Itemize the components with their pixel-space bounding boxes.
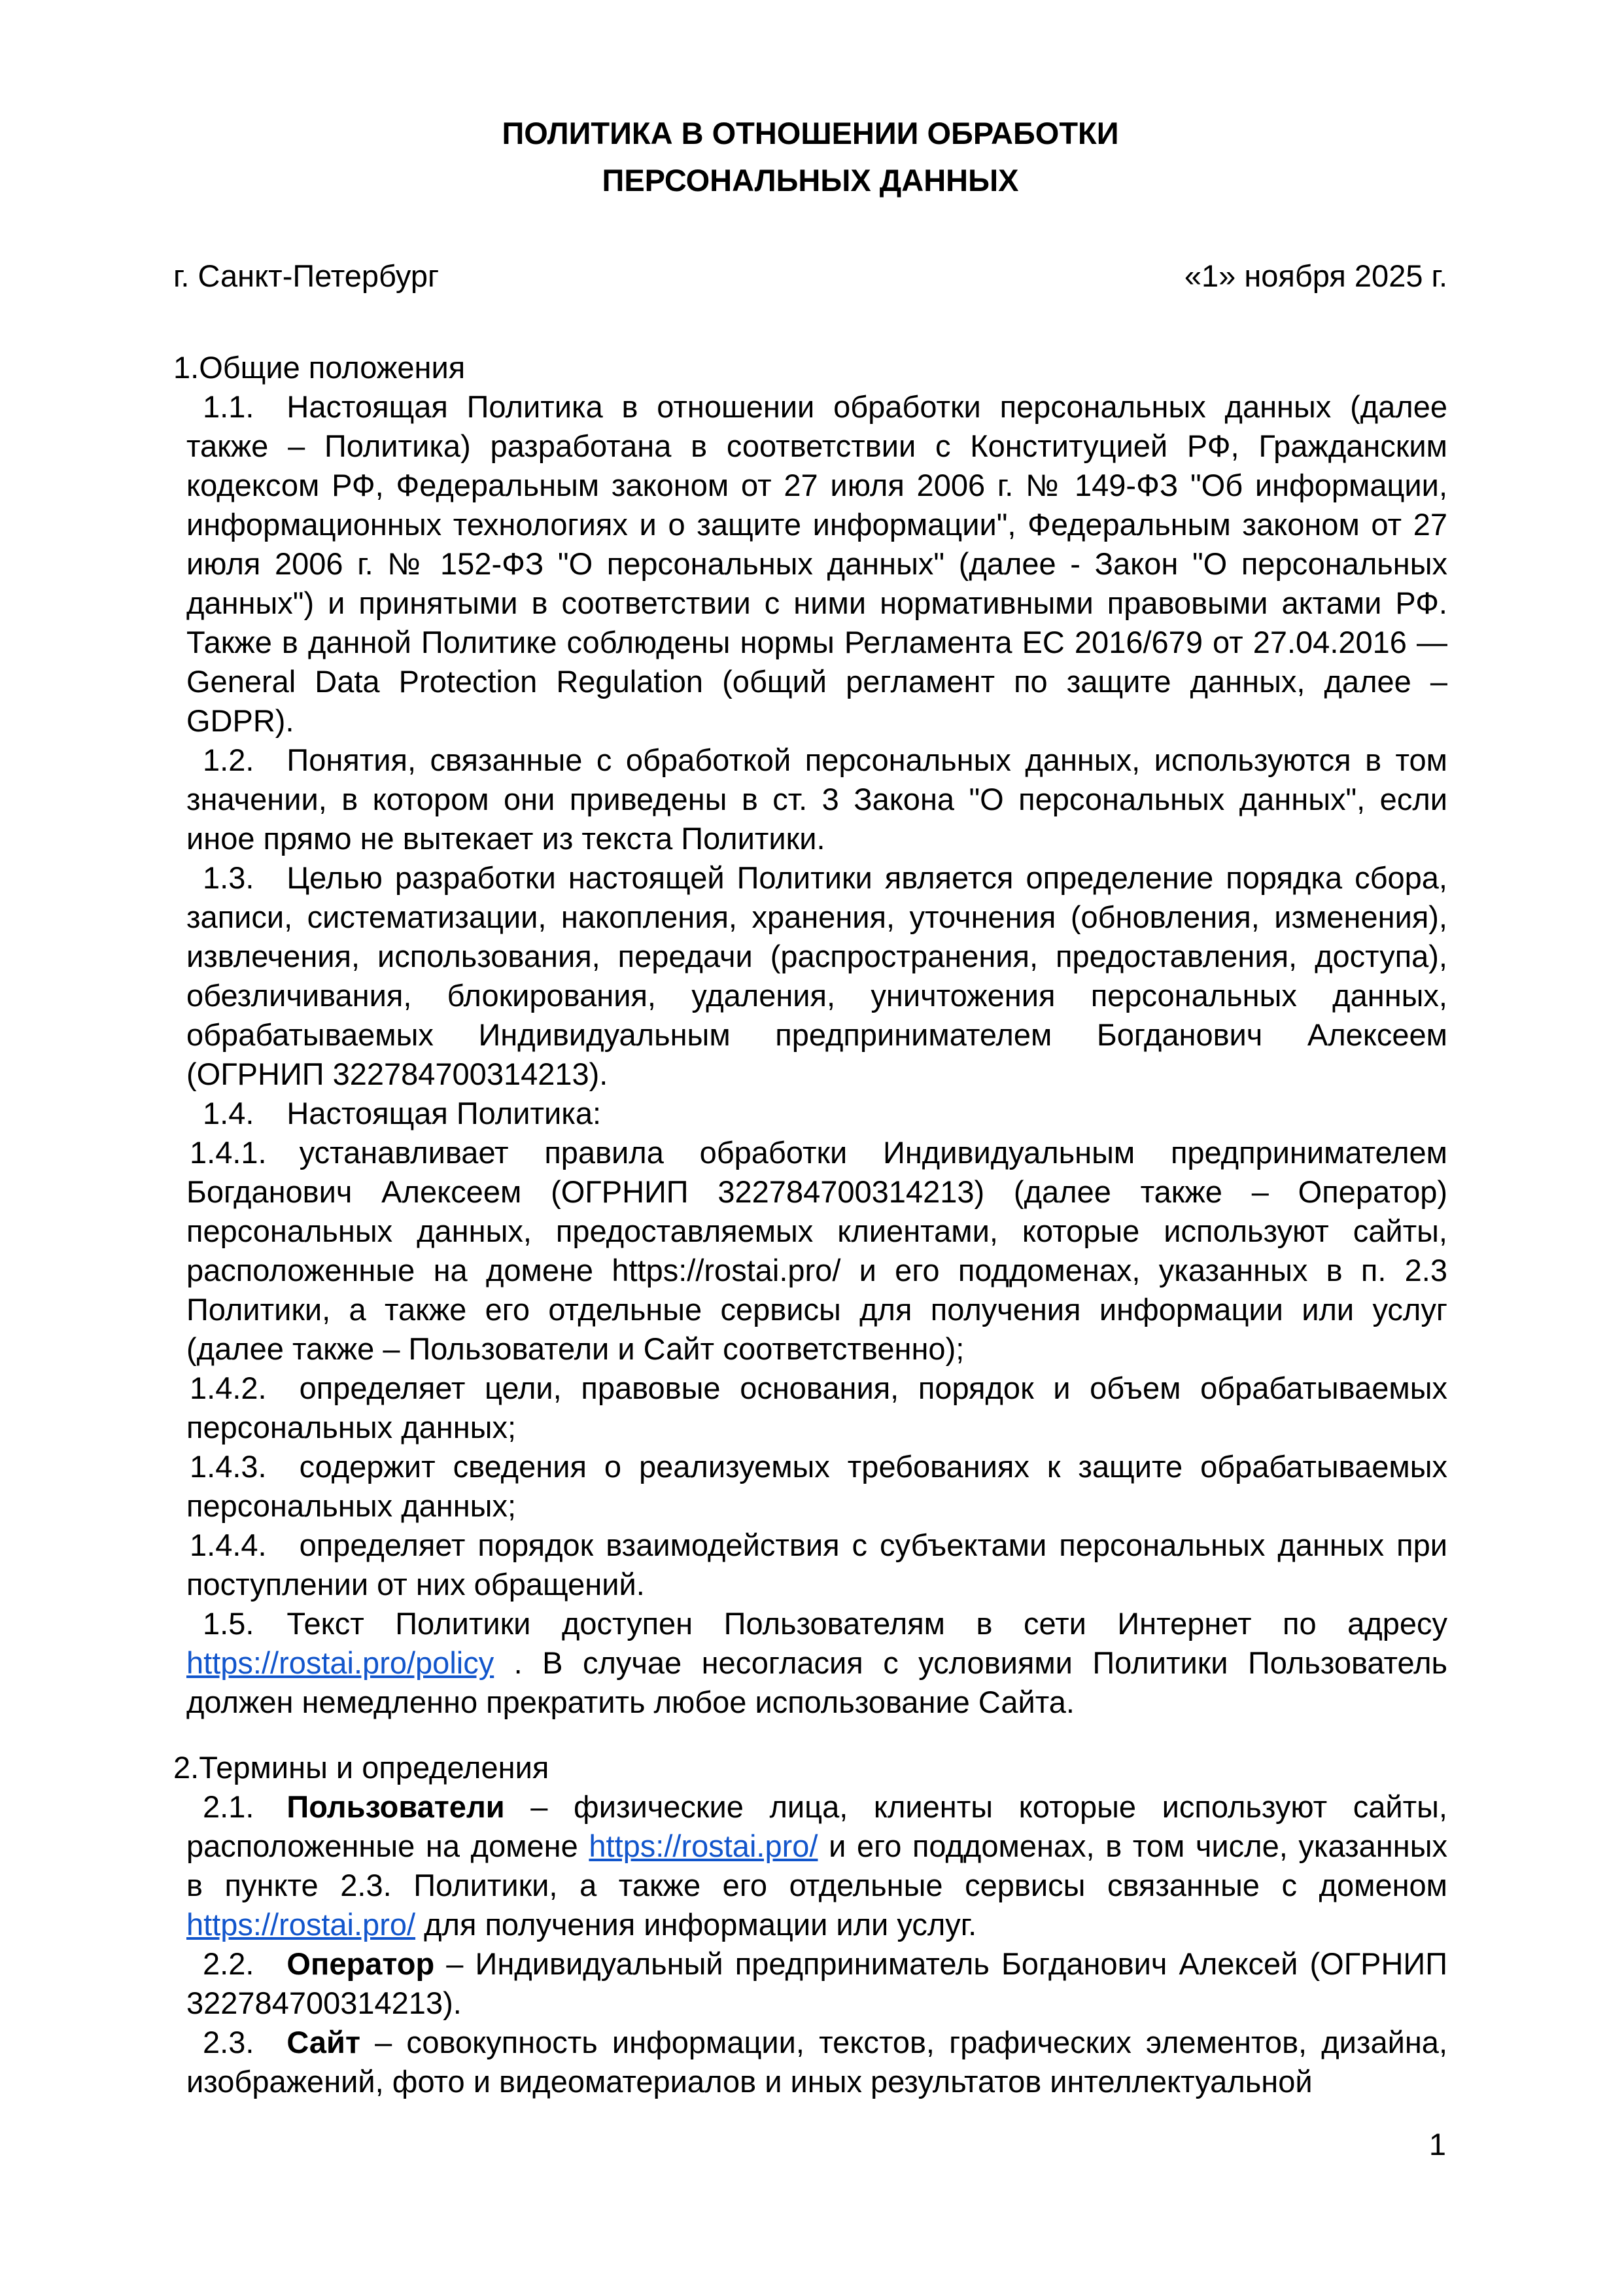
paragraph-2-3 (186, 2023, 1447, 2101)
title-line-1: ПОЛИТИКА В ОТНОШЕНИИ ОБРАБОТКИ (502, 116, 1119, 150)
paragraph-1-4 (186, 1094, 1447, 1133)
document-body (173, 348, 1447, 2101)
text-run: Целью разработки настоящей Политики является определение порядка сбора, записи, систематизации, накопления, хранения, уточнения (обновления, изменения), извлечения, использования, передачи (распространения, предоставления, доступа), обезличивания, блокирования, удаления, уничтожения персональных данных, обрабатываемых Индивидуальным предпринимателем Богданович Алексеем (ОГРНИП 322784700314213). (186, 860, 1447, 1091)
paragraph-number: 1.4.2. (190, 1371, 267, 1405)
hyperlink[interactable]: https://rostai.pro/ (186, 1907, 416, 1942)
paragraph-number: 2.1. (203, 1789, 254, 1824)
text-run: Понятия, связанные с обработкой персональных данных, используются в том значении, в котором они приведены в ст. 3 Закона "О персональных данных", если иное прямо не вытекает из текста Политики. (186, 743, 1447, 856)
paragraph-number: 1.4. (203, 1096, 254, 1130)
paragraph-1-4-2 (186, 1369, 1447, 1447)
text-run: Текст Политики доступен Пользователям в сети Интернет по адресу (286, 1606, 1447, 1641)
text-run: устанавливает правила обработки Индивидуальным предпринимателем Богданович Алексеем (ОГРНИП 322784700314213) (далее также – Оператор) персональных данных, предоставляемых клиентами, которые используют сайты, расположенные на домене https://rostai.pro/ и его поддоменах, указанных в п. 2.3 Политики, а также его отдельные сервисы для получения информации или услуг (далее также – Пользователи и Сайт соответственно); (186, 1135, 1447, 1366)
paragraph-1-2 (186, 741, 1447, 858)
paragraph-1-4-1 (186, 1133, 1447, 1369)
text-run: Настоящая Политика: (286, 1096, 602, 1130)
document-title (173, 110, 1447, 204)
paragraph-2-1 (186, 1787, 1447, 1944)
city-label: г. Санкт-Петербург (173, 258, 440, 293)
hyperlink[interactable]: https://rostai.pro/policy (186, 1645, 494, 1680)
text-run: содержит сведения о реализуемых требованиях к защите обрабатываемых персональных данных; (186, 1449, 1447, 1523)
paragraph-1-3 (186, 858, 1447, 1094)
paragraph-number: 1.4.3. (190, 1449, 267, 1484)
paragraph-number: 1.4.4. (190, 1528, 267, 1562)
term-bold: Сайт (286, 2025, 360, 2059)
text-run: – совокупность информации, текстов, графических элементов, дизайна, изображений, фото и видеоматериалов и иных результатов интеллектуальной (186, 2025, 1447, 2099)
paragraph-number: 1.1. (203, 389, 254, 424)
text-run: – физические лица, клиенты которые используют сайты, расположенные на домене (186, 1789, 1447, 1863)
section-heading: 1.Общие положения (173, 350, 466, 385)
paragraph-number: 1.3. (203, 860, 254, 895)
term-bold: Оператор (286, 1946, 435, 1981)
text-run: Настоящая Политика в отношении обработки персональных данных (далее также – Политика) разработана в соответствии с Конституцией РФ, Гражданским кодексом РФ, Федеральным законом от 27 июля 2006 г. № 149-ФЗ "Об информации, информационных технологиях и о защите информации", Федеральным законом от 27 июля 2006 г. № 152-ФЗ "О персональных данных" (далее - Закон "О персональных данных") и принятыми в соответствии с ними нормативными правовыми актами РФ. Также в данной Политике соблюдены нормы Регламента ЕС 2016/679 от 27.04.2016 — General Data Protection Regulation (общий регламент по защите данных, далее – GDPR). (186, 389, 1447, 738)
text-run: и его поддоменах, в том числе, указанных в пункте 2.3. Политики, а также его отдельные сервисы связанные с доменом (186, 1829, 1447, 1902)
text-run: определяет порядок взаимодействия с субъектами персональных данных при поступлении от них обращений. (186, 1528, 1447, 1602)
paragraph-1-1 (186, 387, 1447, 741)
paragraph-number: 1.2. (203, 743, 254, 777)
paragraph-1-5 (186, 1604, 1447, 1722)
text-run: – Индивидуальный предприниматель Богданович Алексей (ОГРНИП 322784700314213). (186, 1946, 1447, 2020)
page-number: 1 (1428, 2127, 1446, 2162)
section-heading: 2.Термины и определения (173, 1750, 549, 1785)
paragraph-2-2 (186, 1944, 1447, 2023)
title-line-2: ПЕРСОНАЛЬНЫХ ДАННЫХ (602, 163, 1019, 198)
text-run: для получения информации или услуг. (415, 1907, 977, 1942)
paragraph-number: 2.3. (203, 2025, 254, 2059)
term-bold: Пользователи (286, 1789, 505, 1824)
paragraph-number: 2.2. (203, 1946, 254, 1981)
text-run: . В случае несогласия с условиями Политики Пользователь должен немедленно прекратить любое использование Сайта. (186, 1645, 1447, 1719)
hyperlink[interactable]: https://rostai.pro/ (589, 1829, 818, 1863)
paragraph-1-4-4 (186, 1526, 1447, 1604)
paragraph-number: 1.4.1. (190, 1135, 267, 1170)
date-label: «1» ноября 2025 г. (1184, 258, 1447, 293)
text-run: определяет цели, правовые основания, порядок и объем обрабатываемых персональных данных; (186, 1371, 1447, 1445)
date-row (173, 256, 1447, 296)
paragraph-number: 1.5. (203, 1606, 254, 1641)
paragraph-1-4-3 (186, 1447, 1447, 1526)
